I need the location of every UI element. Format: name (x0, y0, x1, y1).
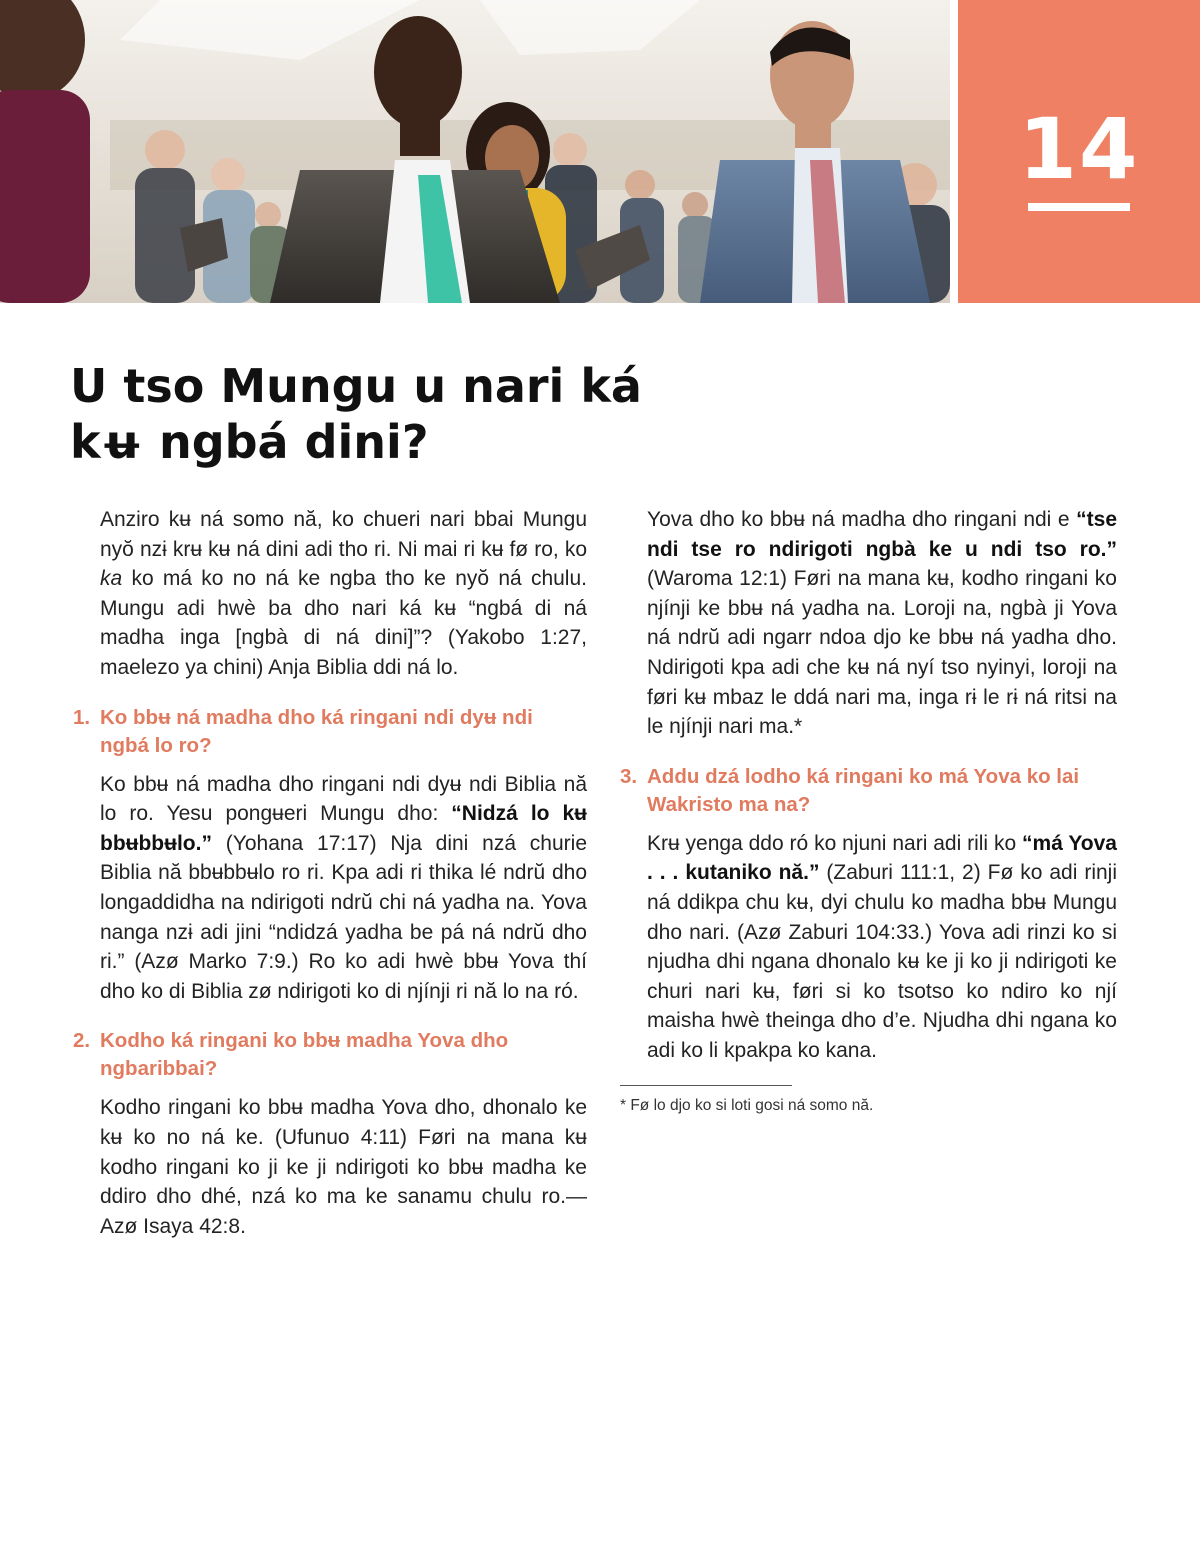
lesson-number-badge (958, 0, 1200, 303)
answer-1-text-2: (Yohana 17:17) Nja dini nzá churie Biblia nă bbʉbbʉlo ro ri. Kpa adi ri thika lé ndrŭ dho longaddidha na ndirigoti ndrŭ chi ná yadha na. Yova nanga nzɨ adi jini “ndidzá yadha be pá ná ndrŭ dho ri.” (Azø Marko 7:9.) Ro ko adi hwè bbʉ Yova thí dho ko di Biblia zø ndirigoti ko di njínji ri nă lo na ró. (100, 831, 587, 1003)
congregation-illustration (0, 0, 950, 303)
answer-3-quote: “má Yova . . . kutaniko nă.” (647, 831, 1117, 885)
answer-2-cont-text-2: (Waroma 12:1) Føri na mana kʉ, kodho ringani ko njínji ke bbʉ ná yadha na. Loroji na, ngbà ji Yova ná ndrŭ adi ngarr ndoa djo ke bbʉ ná yadha dho. Ndirigoti kpa adi che kʉ ná nyí tso nyinyi, loroji na føri kʉ mbaz le ddá nari ma, inga rɨ le rɨ ná ritsi na le njínji nari ma.* (647, 567, 1117, 739)
answer-2-text: Kodho ringani ko bbʉ madha Yova dho, dhonalo ke kʉ ko no ná ke. (Ufunuo 4:11) Føri na mana kʉ kodho ringani ko ji ke ji ndirigoti ko bbʉ madha ke ddiro dho dhé, nzá ko ma ke sanamu chulu ro.—Azø Isaya 42:8. (100, 1096, 587, 1238)
answer-2-paragraph (70, 1093, 587, 1241)
question-1-heading (70, 704, 587, 760)
intro-text-1: Anziro kʉ ná somo nă, ko chueri nari bbai Mungu nyŏ nzɨ krʉ kʉ ná dini adi tho ri. Ni mai ri kʉ fø ro, ko (100, 508, 587, 561)
right-column (620, 505, 1117, 1116)
question-3-number: 3. (620, 764, 638, 788)
header-photo (0, 0, 950, 303)
question-3-text: Addu dzá lodho ká ringani ko má Yova ko lai Wakristo ma na? (647, 764, 1080, 816)
question-1-text: Ko bbʉ ná madha dho ká ringani ndi dyʉ ndi ngbá lo ro? (100, 705, 533, 757)
answer-1-paragraph (70, 770, 587, 1007)
answer-2-quote: “tse ndi tse ro ndirigoti ngbà ke u ndi tso ro.” (647, 508, 1117, 561)
answer-2-cont-text-1: Yova dho ko bbʉ ná madha dho ringani ndi e (647, 508, 1077, 531)
page-title: U tso Mungu u nari ká kʉ ngbá dini? (70, 359, 642, 469)
footnote-divider (620, 1085, 792, 1086)
answer-1-quote: “Nidzá lo kʉ bbʉbbʉlo.” (100, 802, 587, 855)
intro-paragraph (70, 505, 587, 683)
answer-1-text-1: Ko bbʉ ná madha dho ringani ndi dyʉ ndi Biblia nă lo ro. Yesu pongʉeri Mungu dho: (100, 772, 587, 826)
lesson-number: 14 (1018, 100, 1140, 198)
question-2-number: 2. (73, 1029, 91, 1053)
question-2-heading (70, 1027, 587, 1083)
footnote: * Fø lo djo ko si loti gosi ná somo nă. (620, 1096, 874, 1114)
lesson-number-underline (1028, 203, 1130, 211)
question-1-number: 1. (73, 705, 91, 729)
answer-2-continued-paragraph (620, 505, 1117, 742)
intro-text-2: ko má ko no ná ke ngba tho ke nyŏ ná chulu. Mungu adi hwè ba dho nari ká kʉ “ngbá di ná madha inga [ngbà di ná dini]”? (Yakobo 1:27, maelezo ya chini) Anja Biblia ddi ná lo. (100, 567, 587, 679)
intro-italic: ka (100, 567, 123, 591)
answer-3-text-2: (Zaburi 111:1, 2) Fø ko adi rinji ná ddikpa chu kʉ, dyi chulu ko madha bbʉ Mungu dho nari. (Azø Zaburi 104:33.) Yova adi rinzi ko si njudha dhi ngana dhonalo kʉ ke ji ko ji ndirigoti ke churi nari kʉ, føri si ko tsotso ko ndiro ko njí maisha hwè theinga dho d’e. Njudha dhi ngana ko adi ko li kpakpa ko kana. (647, 861, 1118, 1062)
answer-3-paragraph (620, 829, 1117, 1066)
left-column (70, 505, 587, 1241)
answer-3-text-1: Krʉ yenga ddo ró ko njuni nari adi rili ko (647, 831, 1023, 855)
question-2-text: Kodho ká ringani ko bbʉ madha Yova dho ngbaribbai? (100, 1029, 509, 1081)
question-3-heading (620, 763, 1117, 819)
